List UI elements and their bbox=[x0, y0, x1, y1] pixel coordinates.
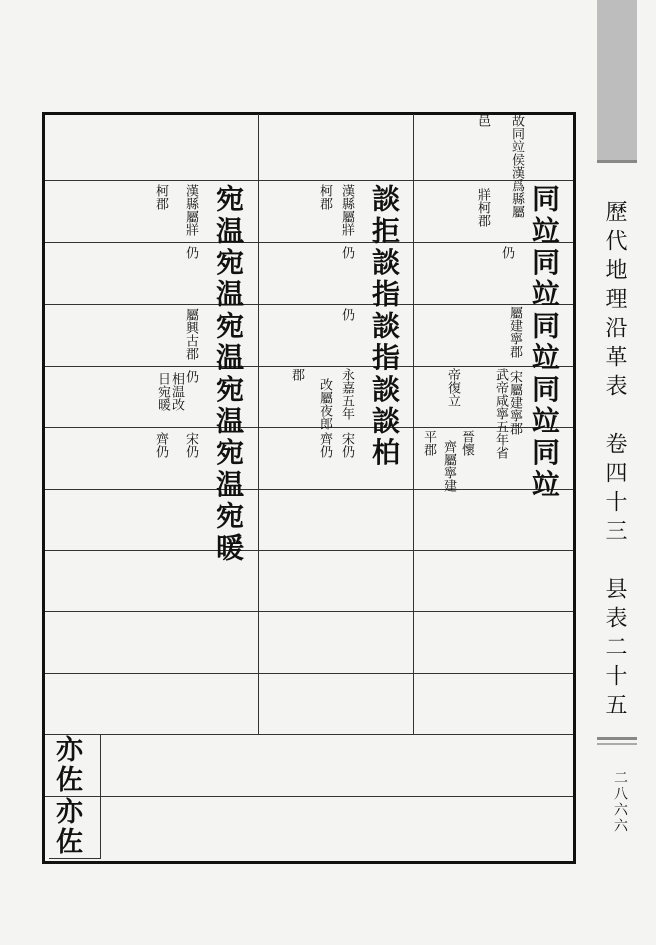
note-text: 改屬夜郎 bbox=[317, 378, 332, 430]
note-text: 平郡 bbox=[421, 430, 436, 456]
note-text: 漢縣屬牂 bbox=[339, 184, 354, 236]
note-text: 武帝咸寧五年省 bbox=[493, 368, 508, 459]
note-text: 齊仍 bbox=[317, 432, 332, 458]
row-rule bbox=[45, 304, 573, 305]
note-text: 日宛暖 bbox=[155, 372, 170, 411]
note-text: 宋仍 bbox=[339, 432, 354, 458]
row-rule bbox=[45, 366, 573, 367]
column-divider bbox=[258, 114, 259, 734]
page-number: 二八六六 bbox=[612, 770, 628, 834]
column-divider bbox=[413, 114, 414, 734]
note-text: 宋屬建寧郡 bbox=[507, 370, 522, 435]
note-text: 屬興古郡 bbox=[183, 308, 198, 360]
note-text: 仍 bbox=[339, 246, 354, 259]
note-text: 仍 bbox=[183, 370, 198, 383]
row-rule bbox=[45, 673, 573, 674]
note-text: 宋仍 bbox=[183, 432, 198, 458]
row-rule bbox=[45, 611, 573, 612]
row-rule bbox=[45, 489, 573, 490]
divider bbox=[597, 737, 637, 740]
note-text: 郡 bbox=[289, 368, 304, 381]
bottom-label: 亦 佐 bbox=[56, 797, 83, 858]
note-text: 柯郡 bbox=[317, 184, 332, 210]
row-rule bbox=[45, 796, 573, 797]
note-text: 柯郡 bbox=[153, 184, 168, 210]
county-name-column: 談拒談指談指談談柏 bbox=[368, 184, 401, 470]
running-head-band bbox=[597, 0, 637, 160]
row-rule bbox=[45, 180, 573, 181]
note-text: 晉懷 bbox=[459, 430, 474, 456]
county-name-column: 宛温宛温宛温宛温宛温宛暖 bbox=[212, 184, 245, 565]
note-text: 邑 bbox=[475, 114, 490, 127]
divider bbox=[597, 160, 637, 163]
note-text: 故同竝侯漢爲縣屬 bbox=[509, 114, 524, 218]
note-text: 帝復立 bbox=[445, 368, 460, 407]
row-rule bbox=[45, 242, 573, 243]
note-text: 齊仍 bbox=[153, 432, 168, 458]
note-text: 相温改 bbox=[169, 372, 184, 411]
running-title: 歷代地理沿革表 卷四十三 县表二十五 bbox=[602, 200, 627, 722]
note-text: 齊屬寧建 bbox=[441, 440, 456, 492]
row-rule bbox=[45, 734, 573, 735]
county-name-column: 同竝同竝同竝同竝同竝 bbox=[528, 184, 561, 501]
note-text: 屬建寧郡 bbox=[507, 306, 522, 358]
note-text: 永嘉五年 bbox=[339, 368, 354, 420]
note-text: 牂柯郡 bbox=[475, 188, 490, 227]
divider bbox=[597, 743, 637, 745]
note-text: 漢縣屬牂 bbox=[183, 184, 198, 236]
bottom-label: 亦 佐 bbox=[56, 735, 83, 796]
note-text: 仍 bbox=[339, 308, 354, 321]
note-text: 仍 bbox=[499, 246, 514, 259]
note-text: 仍 bbox=[183, 246, 198, 259]
row-rule bbox=[45, 550, 573, 551]
table-frame bbox=[42, 112, 576, 864]
